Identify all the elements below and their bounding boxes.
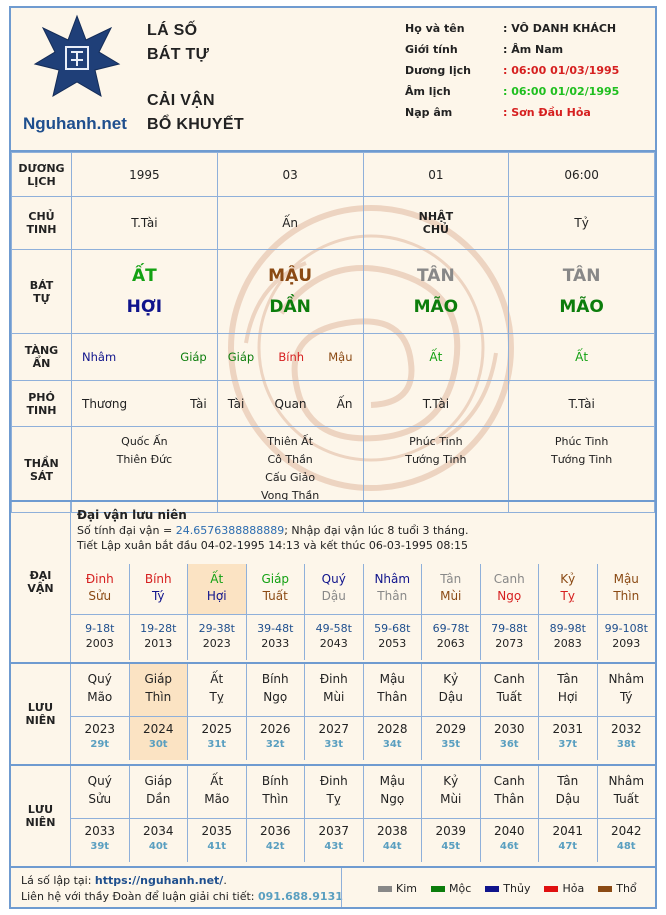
luu-nien-pillar [421,766,480,818]
legend-item [431,882,471,895]
dai-van-range-cell [71,614,129,660]
luu-nien-age: 43t [324,841,344,852]
luu-nien-pillar [71,766,129,818]
legend-swatch-icon [485,886,499,892]
row-tang-an [12,334,655,381]
luu-nien-can: Bính [261,774,289,788]
luu-nien-year-cell [246,716,305,760]
luu-nien-can: Tân [557,672,579,686]
dai-van-chi: Hợi [206,589,227,603]
luu-nien-chi: Mùi [323,690,345,704]
luu-nien-pillar [480,766,539,818]
legend-label: Mộc [449,882,472,895]
luu-nien-year: 2024 [142,722,174,736]
luu-nien-year: 2035 [201,824,233,838]
site-name: Nguhanh.net [23,114,127,133]
dai-van-range-cell [129,614,188,660]
luu-nien-year: 2034 [142,824,174,838]
pillar-grid [11,150,655,513]
info-row [405,106,655,127]
luu-nien-pillar [363,766,422,818]
dai-van-chi: Thìn [613,589,640,603]
personal-info [405,22,655,127]
luu-nien-year-cell [363,716,422,760]
dai-van-chi: Ngọ [497,589,522,603]
info-label: Nạp âm [405,106,453,119]
luu-nien-year-cell [187,818,246,862]
luu-nien-chi: Ngọ [263,690,288,704]
info-value: : VÔ DANH KHÁCH [503,22,617,35]
legend-item [598,882,636,895]
dai-van-range-cell [246,614,305,660]
luu-nien-year-cell [538,818,597,862]
luu-nien-year: 2038 [376,824,408,838]
hidden-stem: Ất [429,350,443,364]
than-sat-cell: Thiên Ất Cô Thần Cấu Giảo Vong Thần [217,427,363,513]
luu-nien-pillar [71,664,129,716]
dai-van-pillar [538,564,597,614]
tang-an-cell [72,334,218,381]
phone-number: 091.688.9131 [257,890,343,903]
luu-nien-years [71,818,655,862]
dai-van-age-range: 79-88t [491,622,528,635]
title-line-4: BỔ KHUYẾT [147,116,244,133]
dai-van-year: 2083 [553,637,582,650]
site-link[interactable]: https://nguhanh.net/ [94,874,224,887]
pillar-can: ẤT [131,265,157,286]
luu-nien-can: Giáp [144,774,173,788]
legend-item [544,882,584,895]
luu-nien-pillar [363,664,422,716]
dai-van-chi: Tỵ [560,589,575,603]
dai-van-year: 2053 [378,637,407,650]
dai-van-year: 2013 [144,637,173,650]
row-pho-tinh [12,381,655,427]
footer [11,866,655,909]
legend-item [485,882,530,895]
row-bat-tu [12,250,655,334]
luu-nien-year-cell [246,818,305,862]
luu-nien-year: 2023 [84,722,116,736]
label-luu-nien: LƯU NIÊN [11,766,71,866]
dai-van-range-cell [597,614,656,660]
luu-nien-can: Nhâm [608,774,645,788]
luu-nien-chi: Dậu [555,792,580,806]
dai-van-can: Kỷ [560,572,576,586]
dai-van-age-range: 9-18t [85,622,115,635]
pillar-chi: HỢI [126,296,163,317]
luu-nien-age: 35t [441,739,461,750]
luu-nien-year: 2037 [318,824,350,838]
luu-nien-year: 2029 [435,722,467,736]
luu-nien-pillar [597,766,656,818]
dai-van-pillar [187,564,246,614]
duong-lich-hour: 06:00 [509,153,655,197]
luu-nien-can: Quý [87,774,112,788]
luu-nien-can: Ất [210,774,224,788]
luu-nien-year-cell [597,716,656,760]
luu-nien-pillar [187,766,246,818]
tang-an-cell [217,334,363,381]
footer-text: Lá số lập tại: https://nguhanh.net/. Liên hệ với thầy Đoàn để luận giải chi tiết: 091.688.9131 [21,874,343,903]
dai-van-age-range: 19-28t [140,622,177,635]
luu-nien-pillars [71,664,655,716]
luu-nien-years [71,716,655,760]
luu-nien-pillar [538,766,597,818]
luu-nien-chi: Thìn [262,792,289,806]
legend-item [378,882,417,895]
luu-nien-chi: Dần [146,792,171,806]
luu-nien-year-cell [304,818,363,862]
pho-tinh-cell: Thương Tài [72,381,218,427]
dai-van-range-cell [363,614,422,660]
luu-nien-year: 2040 [493,824,525,838]
label-duong-lich: DƯƠNG LỊCH [12,153,72,197]
luu-nien-pillar [421,664,480,716]
luu-nien-section-1 [11,662,655,764]
luu-nien-year: 2036 [259,824,291,838]
than-sat-cell: Quốc Ấn Thiên Đức [72,427,218,513]
dai-van-year: 2093 [612,637,641,650]
luu-nien-pillar [246,766,305,818]
legend-label: Thủy [503,882,531,895]
label-tang-an: TÀNG ẨN [12,334,72,381]
pillar-can: TÂN [562,265,601,286]
luu-nien-year-cell [71,716,129,760]
tang-an-cell [509,334,655,381]
luu-nien-age: 39t [90,841,110,852]
luu-nien-pillar [129,664,188,716]
luu-nien-age: 31t [207,739,227,750]
luu-nien-age: 46t [499,841,519,852]
info-label: Giới tính [405,43,458,56]
luu-nien-chi: Hợi [557,690,578,704]
luu-nien-year-cell [129,716,188,760]
luu-nien-can: Mậu [379,672,405,686]
dai-van-chi: Tý [151,589,165,603]
luu-nien-year: 2031 [552,722,584,736]
tiet-lap: Tiết Lập xuân bắt đầu 04-02-1995 14:13 và kết thúc 06-03-1995 08:15 [77,539,469,552]
title-line-1: LÁ SỐ [147,22,198,39]
dai-van-chi: Mùi [440,589,462,603]
luu-nien-pillar [597,664,656,716]
info-label: Âm lịch [405,85,451,98]
chu-tinh-cell: Tỷ [509,197,655,250]
legend-label: Thổ [616,882,637,895]
pillar-chi: MÃO [413,296,459,317]
legend-label: Kim [396,882,417,895]
luu-nien-chi: Tý [619,690,633,704]
pillar-hour [509,250,655,334]
luu-nien-chi: Thìn [145,690,172,704]
star-logo-icon [33,14,121,102]
hidden-stem: Giáp [180,350,207,364]
so-tinh-value: 24.6576388888889 [175,524,285,537]
luu-nien-chi: Thân [494,792,525,806]
dai-van-year: 2023 [202,637,231,650]
luu-nien-age: 40t [148,841,168,852]
row-chu-tinh [12,197,655,250]
label-dai-van: ĐẠI VẬN [11,502,71,662]
dai-van-pillar [421,564,480,614]
title-line-3: CẢI VẬN [147,92,215,109]
dai-van-heading: Đại vận lưu niên [77,508,187,522]
than-sat-cell: Phúc Tinh Tướng Tinh [509,427,655,513]
luu-nien-can: Canh [493,672,525,686]
luu-nien-age: 36t [499,739,519,750]
dai-van-age-range: 99-108t [604,622,648,635]
luu-nien-age: 45t [441,841,461,852]
luu-nien-chi: Mão [87,690,113,704]
pillar-month [217,250,363,334]
tang-an-cell [363,334,509,381]
luu-nien-age: 33t [324,739,344,750]
luu-nien-can: Đinh [319,774,348,788]
info-value: : 06:00 01/03/1995 [503,64,620,77]
luu-nien-chi: Ngọ [380,792,405,806]
pillar-chi: MÃO [559,296,604,317]
dai-van-can: Đinh [85,572,114,586]
dai-van-chi: Thân [377,589,408,603]
luu-nien-can: Canh [493,774,525,788]
pillar-table [11,152,655,513]
legend-swatch-icon [378,886,392,892]
luu-nien-year: 2025 [201,722,233,736]
luu-nien-year-cell [304,716,363,760]
luu-nien-year: 2042 [610,824,642,838]
pillar-day [363,250,509,334]
dai-van-pillars [71,564,655,614]
dai-van-range-cell [480,614,539,660]
hidden-stem: Ất [575,350,589,364]
luu-nien-year: 2033 [84,824,116,838]
dai-van-pillar [304,564,363,614]
dai-van-header: Đại vận lưu niên Số tính đại vận = 24.6576388888889; Nhập đại vận lúc 8 tuổi 3 tháng. Tiết Lập xuân bắt đầu 04-02-1995 14:13 và kết thúc 06-03-1995 08:15 [77,508,469,552]
luu-nien-can: Đinh [319,672,348,686]
luu-nien-chi: Mùi [440,792,462,806]
title-line-2: BÁT TỰ [147,46,210,63]
dai-van-age-range: 29-38t [198,622,235,635]
luu-nien-age: 42t [265,841,285,852]
legend-swatch-icon [598,886,612,892]
chu-tinh-cell: T.Tài [72,197,218,250]
dai-van-year: 2003 [85,637,114,650]
luu-nien-year: 2030 [493,722,525,736]
luu-nien-chi: Dậu [438,690,463,704]
dai-van-can: Quý [321,572,346,586]
chu-tinh-nhat-chu: NHẬT CHỦ [363,197,509,250]
hidden-stem: Bính [278,350,305,364]
dai-van-chi: Tuất [262,589,288,603]
luu-nien-year: 2028 [376,722,408,736]
luu-nien-can: Tân [557,774,579,788]
label-pho-tinh: PHÓ TINH [12,381,72,427]
pillar-chi: DẦN [269,296,311,317]
luu-nien-can: Mậu [379,774,405,788]
luu-nien-year-cell [71,818,129,862]
info-row [405,43,655,64]
luu-nien-chi: Thân [377,690,408,704]
dai-van-can: Canh [493,572,525,586]
info-label: Dương lịch [405,64,471,77]
duong-lich-year: 1995 [72,153,218,197]
dai-van-section [11,500,655,662]
luu-nien-year-cell [597,818,656,862]
legend-swatch-icon [431,886,445,892]
dai-van-age-range: 59-68t [374,622,411,635]
dai-van-range-cell [421,614,480,660]
luu-nien-chi: Mão [204,792,230,806]
legend-label: Hỏa [562,882,585,895]
hidden-stem: Giáp [227,350,255,364]
luu-nien-pillar [187,664,246,716]
info-value: : Sơn Đầu Hỏa [503,106,591,119]
pho-tinh-cell: T.Tài [509,381,655,427]
luu-nien-can: Nhâm [608,672,645,686]
hidden-stem: Mậu [328,350,353,364]
pillar-can: MẬU [268,265,313,286]
luu-nien-pillar [304,766,363,818]
luu-nien-chi: Tỵ [209,690,224,704]
info-row [405,64,655,85]
dai-van-chi: Sửu [88,589,112,603]
luu-nien-year: 2039 [435,824,467,838]
luu-nien-age: 34t [382,739,402,750]
hidden-stem: Nhâm [82,350,117,364]
luu-nien-year: 2026 [259,722,291,736]
dai-van-range-cell [538,614,597,660]
info-value: : 06:00 01/02/1995 [503,85,620,98]
luu-nien-year-cell [421,818,480,862]
luu-nien-can: Bính [261,672,289,686]
luu-nien-age: 38t [616,739,636,750]
dai-van-pillar [480,564,539,614]
dai-van-pillar [363,564,422,614]
luu-nien-year: 2032 [610,722,642,736]
luu-nien-pillar [304,664,363,716]
dai-van-can: Mậu [613,572,639,586]
luu-nien-year-cell [187,716,246,760]
pho-tinh-cell: T.Tài [363,381,509,427]
luu-nien-year-cell [129,818,188,862]
luu-nien-pillar [246,664,305,716]
luu-nien-can: Kỷ [443,774,459,788]
dai-van-can: Nhâm [374,572,411,586]
luu-nien-age: 44t [382,841,402,852]
luu-nien-year: 2027 [318,722,350,736]
dai-van-can: Tân [440,572,462,586]
luu-nien-pillars [71,766,655,818]
label-bat-tu: BÁT TỰ [12,250,72,334]
dai-van-chi: Dậu [321,589,346,603]
pillar-can: TÂN [417,265,455,286]
dai-van-age-range: 49-58t [315,622,352,635]
luu-nien-year-cell [480,716,539,760]
info-row [405,22,655,43]
luu-nien-pillar [538,664,597,716]
luu-nien-age: 41t [207,841,227,852]
luu-nien-age: 47t [558,841,578,852]
pho-tinh-cell: Tài Quan Ấn [217,381,363,427]
header [11,8,655,150]
luu-nien-chi: Sửu [88,792,112,806]
luu-nien-chi: Tỵ [326,792,341,806]
info-label: Họ và tên [405,22,465,35]
than-sat-cell: Phúc Tinh Tướng Tinh [363,427,509,513]
luu-nien-age: 32t [265,739,285,750]
luu-nien-can: Giáp [144,672,173,686]
duong-lich-month: 03 [217,153,363,197]
dai-van-pillar [246,564,305,614]
dai-van-age-range: 89-98t [549,622,586,635]
label-luu-nien: LƯU NIÊN [11,664,71,764]
luu-nien-can: Kỷ [443,672,459,686]
luu-nien-age: 37t [558,739,578,750]
luu-nien-chi: Tuất [613,792,639,806]
luu-nien-can: Ất [210,672,224,686]
dai-van-year: 2063 [436,637,465,650]
luu-nien-can: Quý [87,672,112,686]
luu-nien-year-cell [480,818,539,862]
dai-van-range-cell [304,614,363,660]
duong-lich-day: 01 [363,153,509,197]
dai-van-pillar [129,564,188,614]
dai-van-year: 2033 [261,637,290,650]
luu-nien-year-cell [538,716,597,760]
label-chu-tinh: CHỦ TINH [12,197,72,250]
info-row [405,85,655,106]
luu-nien-age: 29t [90,739,110,750]
dai-van-can: Ất [210,572,224,586]
info-value: : Âm Nam [503,43,564,56]
luu-nien-section-2 [11,764,655,866]
dai-van-age-range: 39-48t [257,622,294,635]
row-duong-lich [12,153,655,197]
dai-van-can: Bính [144,572,172,586]
dai-van-pillar [597,564,656,614]
luu-nien-year-cell [421,716,480,760]
label-than-sat: THẦN SÁT [12,427,72,513]
luu-nien-age: 30t [148,739,168,750]
element-legend [341,868,655,909]
legend-swatch-icon [544,886,558,892]
dai-van-age-range: 69-78t [432,622,469,635]
dai-van-can: Giáp [261,572,290,586]
chart-sheet [9,6,657,909]
luu-nien-year-cell [363,818,422,862]
dai-van-year: 2043 [319,637,348,650]
luu-nien-chi: Tuất [496,690,522,704]
dai-van-pillar [71,564,129,614]
luu-nien-pillar [129,766,188,818]
luu-nien-age: 48t [616,841,636,852]
pillar-year [72,250,218,334]
dai-van-year: 2073 [495,637,524,650]
dai-van-range-cell [187,614,246,660]
dai-van-ranges [71,614,655,660]
luu-nien-year: 2041 [552,824,584,838]
chu-tinh-cell: Ấn [217,197,363,250]
luu-nien-pillar [480,664,539,716]
